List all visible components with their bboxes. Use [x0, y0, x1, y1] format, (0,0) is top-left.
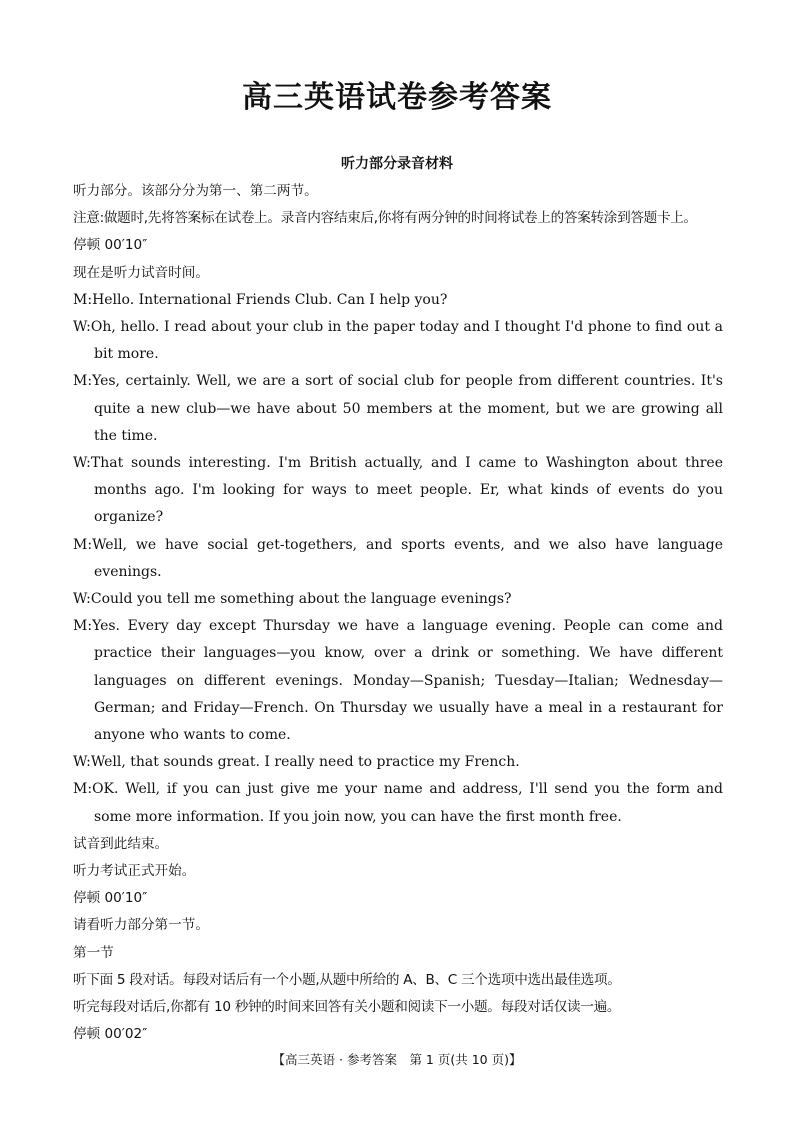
utterance-text: Hello. International Friends Club. Can I help you?	[92, 291, 448, 308]
pause-marker: 停顿 00′02″	[73, 1026, 148, 1043]
section-label: 第一节	[73, 944, 114, 961]
speaker-label: M:	[73, 373, 93, 390]
speaker-label: M:	[73, 618, 93, 635]
speaker-label: M:	[73, 781, 93, 798]
section-heading: 听力部分录音材料	[341, 156, 453, 172]
utterance-text: That sounds interesting. I'm British actually, and I came to Washington about three months ago. I'm looking for ways to meet people. Er, what kinds of events do you organize?	[90, 455, 723, 526]
notice-paragraph: 注意:做题时,先将答案标在试卷上。录音内容结束后,你将有两分钟的时间将试卷上的答案转涂到答题卡上。	[73, 210, 697, 227]
dialogue-line	[73, 532, 723, 586]
exam-start-line: 听力考试正式开始。	[73, 863, 196, 880]
dialogue-line	[73, 314, 723, 368]
pause-marker: 停顿 00′10″	[73, 890, 148, 907]
dialogue-line	[73, 287, 723, 314]
part-one-prompt: 请看听力部分第一节。	[73, 917, 209, 934]
utterance-text: Yes. Every day except Thursday we have a language evening. People can come and practice their languages—you know, over a drink or something. We have different languages on different evenings. Monday—Spanish; Tuesday—Italian; Wednesday—German; and Friday—French. On Thursday we usually have a meal in a restaurant for anyone who wants to come.	[92, 618, 723, 744]
utterance-text: Could you tell me something about the language evenings?	[90, 591, 512, 608]
instructions-line: 听下面 5 段对话。每段对话后有一个小题,从题中所给的 A、B、C 三个选项中选出最佳选项。	[73, 971, 621, 988]
pause-marker: 停顿 00′10″	[73, 237, 148, 254]
intro-line: 听力部分。该部分分为第一、第二两节。	[73, 183, 318, 199]
speaker-label: M:	[73, 536, 93, 553]
utterance-text: Yes, certainly. Well, we are a sort of social club for people from different countries. It's quite a new club—we have about 50 members at the moment, but we are growing all the time.	[92, 373, 723, 444]
speaker-label: W:	[73, 591, 91, 608]
speaker-label: W:	[73, 455, 91, 472]
utterance-text: Oh, hello. I read about your club in the paper today and I thought I'd phone to find out a bit more.	[90, 319, 723, 363]
page-title: 高三英语试卷参考答案	[242, 80, 552, 115]
trial-start-line: 现在是听力试音时间。	[73, 264, 209, 281]
dialogue-line	[73, 776, 723, 830]
speaker-label: W:	[73, 754, 91, 771]
speaker-label: M:	[73, 291, 93, 308]
utterance-text: Well, that sounds great. I really need to practice my French.	[90, 754, 520, 771]
page-footer: 【高三英语 · 参考答案 第 1 页(共 10 页)】	[272, 1052, 522, 1067]
listening-transcript	[73, 178, 723, 1049]
utterance-text: Well, we have social get-togethers, and sports events, and we also have language evenings.	[92, 536, 723, 580]
dialogue-line	[73, 749, 723, 776]
dialogue-line	[73, 450, 723, 532]
trial-end-line: 试音到此结束。	[73, 835, 169, 852]
speaker-label: W:	[73, 319, 91, 336]
utterance-text: OK. Well, if you can just give me your name and address, I'll send you the form and some more information. If you join now, you can have the first month free.	[92, 781, 723, 825]
instructions-line: 听完每段对话后,你都有 10 秒钟的时间来回答有关小题和阅读下一小题。每段对话仅读一遍。	[73, 999, 621, 1016]
dialogue-line	[73, 613, 723, 749]
dialogue-line	[73, 586, 723, 613]
dialogue	[73, 287, 723, 831]
dialogue-line	[73, 368, 723, 450]
